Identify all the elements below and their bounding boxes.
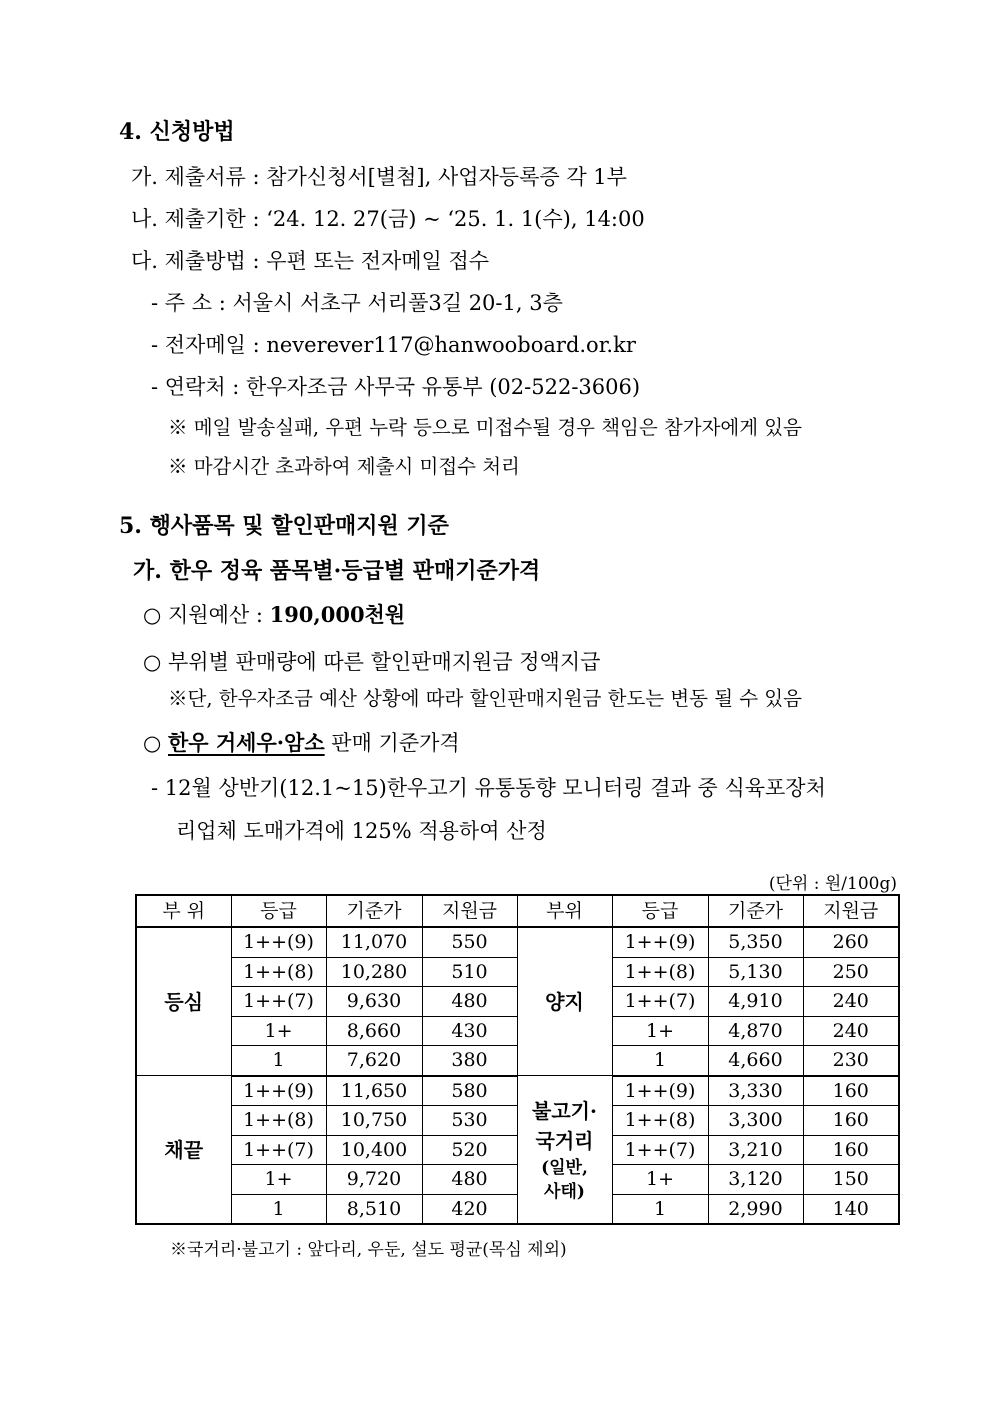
grade-cell: 1++(9)	[231, 927, 326, 957]
part-cell-brisket: 양지	[517, 927, 612, 1076]
table-row	[136, 927, 899, 957]
support-cell: 230	[803, 1046, 899, 1076]
grade-cell: 1++(7)	[231, 1135, 326, 1165]
note-budget-change: ※단, 한우자조금 예산 상황에 따라 할인판매지원금 한도는 변동 될 수 있음	[168, 687, 802, 710]
base-price-cell: 4,870	[708, 1016, 803, 1046]
grade-cell: 1++(7)	[612, 1135, 708, 1165]
base-price-cell: 10,280	[326, 957, 422, 987]
budget-line	[143, 601, 405, 629]
part-bulgogi-line1: 불고기·	[532, 1098, 597, 1123]
header-support-right: 지원금	[803, 895, 899, 927]
header-grade-left: 등급	[231, 895, 326, 927]
dash-monitoring: - 12월 상반기(12.1~15)한우고기 유통동향 모니터링 결과 중 식육포장처	[151, 776, 826, 800]
base-price-cell: 11,070	[326, 927, 422, 957]
support-cell: 160	[803, 1076, 899, 1106]
grade-cell: 1	[612, 1194, 708, 1224]
support-cell: 380	[422, 1046, 517, 1076]
grade-cell: 1++(7)	[231, 987, 326, 1017]
table-header-row	[136, 895, 899, 927]
grade-cell: 1+	[612, 1016, 708, 1046]
submit-method: 다. 제출방법 : 우편 또는 전자메일 접수	[131, 249, 490, 273]
contact-email: - 전자메일 : neverever117@hanwooboard.or.kr	[151, 333, 636, 357]
part-bulgogi-line2: 국거리	[535, 1128, 594, 1153]
section5-subtitle: 가. 한우 정육 품목별·등급별 판매기준가격	[133, 558, 541, 584]
bullet3-prefix: ○	[143, 731, 168, 755]
grade-cell: 1+	[612, 1165, 708, 1195]
base-price-cell: 7,620	[326, 1046, 422, 1076]
budget-label: ○ 지원예산 :	[143, 603, 270, 627]
bullet-base-price	[143, 729, 460, 757]
note-deadline: ※ 마감시간 초과하여 제출시 미접수 처리	[168, 455, 520, 478]
grade-cell: 1++(9)	[612, 1076, 708, 1106]
support-cell: 240	[803, 987, 899, 1017]
header-part-left: 부 위	[136, 895, 231, 927]
base-price-cell: 4,660	[708, 1046, 803, 1076]
submit-docs: 가. 제출서류 : 참가신청서[별첨], 사업자등록증 각 1부	[131, 165, 627, 189]
bullet3-emphasis: 한우 거세우·암소	[168, 730, 325, 755]
support-cell: 550	[422, 927, 517, 957]
note-mail-failure: ※ 메일 발송실패, 우편 누락 등으로 미접수될 경우 책임은 참가자에게 있음	[168, 416, 802, 439]
support-cell: 480	[422, 1165, 517, 1195]
base-price-cell: 8,660	[326, 1016, 422, 1046]
support-cell: 530	[422, 1106, 517, 1136]
support-cell: 480	[422, 987, 517, 1017]
support-cell: 140	[803, 1194, 899, 1224]
part-bulgogi-sub2: 사태)	[544, 1181, 585, 1202]
header-part-right: 부위	[517, 895, 612, 927]
table-footnote: ※국거리·불고기 : 앞다리, 우둔, 설도 평균(목심 제외)	[170, 1240, 567, 1260]
grade-cell: 1++(7)	[612, 987, 708, 1017]
grade-cell: 1++(8)	[231, 1106, 326, 1136]
base-price-cell: 3,210	[708, 1135, 803, 1165]
base-price-cell: 9,630	[326, 987, 422, 1017]
grade-cell: 1+	[231, 1016, 326, 1046]
support-cell: 520	[422, 1135, 517, 1165]
base-price-cell: 4,910	[708, 987, 803, 1017]
support-cell: 260	[803, 927, 899, 957]
grade-cell: 1++(9)	[612, 927, 708, 957]
base-price-cell: 11,650	[326, 1076, 422, 1106]
base-price-cell: 3,300	[708, 1106, 803, 1136]
grade-cell: 1	[612, 1046, 708, 1076]
price-table	[135, 894, 900, 1225]
part-cell-bulgogi	[517, 1076, 612, 1225]
support-cell: 250	[803, 957, 899, 987]
contact-address: - 주 소 : 서울시 서초구 서리풀3길 20-1, 3층	[151, 291, 563, 315]
section5-title: 5. 행사품목 및 할인판매지원 기준	[119, 513, 449, 539]
submit-deadline: 나. 제출기한 : ‘24. 12. 27(금) ~ ‘25. 1. 1(수), 14:00	[131, 207, 645, 231]
grade-cell: 1++(9)	[231, 1076, 326, 1106]
support-cell: 580	[422, 1076, 517, 1106]
grade-cell: 1++(8)	[612, 1106, 708, 1136]
budget-value: 190,000천원	[269, 602, 406, 627]
bullet3-rest: 판매 기준가격	[324, 731, 460, 755]
grade-cell: 1++(8)	[612, 957, 708, 987]
support-cell: 430	[422, 1016, 517, 1046]
header-support-left: 지원금	[422, 895, 517, 927]
base-price-cell: 5,130	[708, 957, 803, 987]
table-unit: (단위 : 원/100g)	[768, 874, 897, 894]
base-price-cell: 8,510	[326, 1194, 422, 1224]
grade-cell: 1+	[231, 1165, 326, 1195]
bullet-fixed-payment: ○ 부위별 판매량에 따른 할인판매지원금 정액지급	[143, 650, 601, 674]
header-base-price-left: 기준가	[326, 895, 422, 927]
section4-title: 4. 신청방법	[119, 119, 235, 145]
base-price-cell: 2,990	[708, 1194, 803, 1224]
base-price-cell: 3,120	[708, 1165, 803, 1195]
base-price-cell: 10,400	[326, 1135, 422, 1165]
grade-cell: 1	[231, 1194, 326, 1224]
support-cell: 150	[803, 1165, 899, 1195]
dash-monitoring-cont: 리업체 도매가격에 125% 적용하여 산정	[176, 819, 547, 843]
base-price-cell: 9,720	[326, 1165, 422, 1195]
part-bulgogi-sub1: (일반,	[541, 1157, 588, 1178]
part-cell-striploin: 채끝	[136, 1076, 231, 1225]
header-grade-right: 등급	[612, 895, 708, 927]
base-price-cell: 3,330	[708, 1076, 803, 1106]
grade-cell: 1	[231, 1046, 326, 1076]
header-base-price-right: 기준가	[708, 895, 803, 927]
support-cell: 420	[422, 1194, 517, 1224]
support-cell: 160	[803, 1135, 899, 1165]
grade-cell: 1++(8)	[231, 957, 326, 987]
base-price-cell: 5,350	[708, 927, 803, 957]
support-cell: 160	[803, 1106, 899, 1136]
support-cell: 510	[422, 957, 517, 987]
contact-phone: - 연락처 : 한우자조금 사무국 유통부 (02-522-3606)	[151, 375, 641, 399]
base-price-cell: 10,750	[326, 1106, 422, 1136]
support-cell: 240	[803, 1016, 899, 1046]
table-row	[136, 1076, 899, 1106]
part-cell-sirloin: 등심	[136, 927, 231, 1076]
